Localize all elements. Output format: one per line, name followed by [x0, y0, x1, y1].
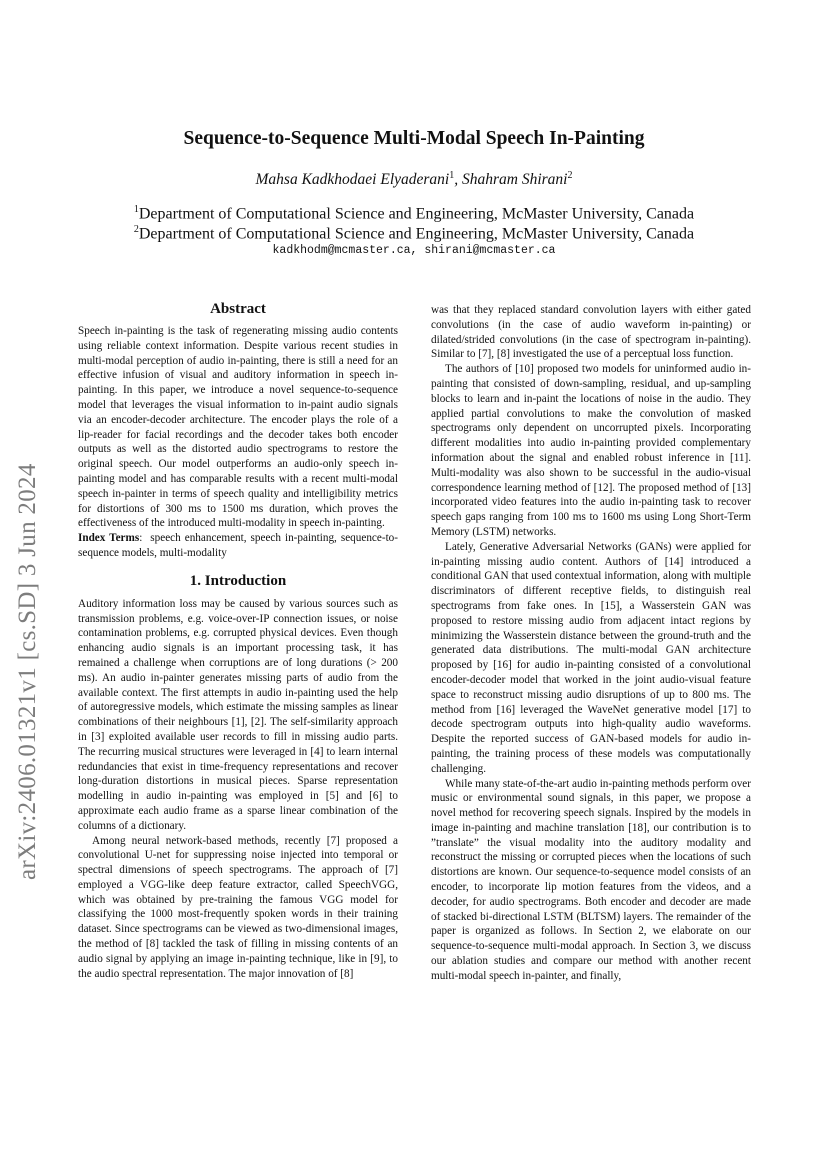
intro-paragraph-2-continued: was that they replaced standard convolution layers with either gated convolutions (in the case of audio waveform in-painting) or dilated/strided convolutions (in the case of spectrogram in-painting). Similar to [7], [8] investigated the use of a perceptual loss function.: [431, 304, 751, 361]
author-2-name: Shahram Shirani: [461, 171, 568, 189]
intro-paragraph-2: Among neural network-based methods, recently [7] proposed a convolutional U-net for suppressing noise injected into temporal or spectral dimensions of speech spectrograms. The approach of [7] employed a VGG-like deep feature extractor, called SpeechVGG, which was obtained by pre-training the famous VGG model for classifying the 1000 most-frequently spoken words in their training dataset. Since spectrograms can be viewed as two-dimensional images, the method of [8] tackled the task of filling in missing contents of an audio signal by applying an image in-painting technique, like in [9], to the audio spectral representation. The major innovation of [8]: [78, 834, 398, 980]
author-1-name: Mahsa Kadkhodaei Elyaderani: [255, 171, 450, 189]
index-terms-label: Index Terms: [78, 532, 140, 545]
arxiv-identifier-stamp: arXiv:2406.01321v1 [cs.SD] 3 Jun 2024: [14, 463, 41, 880]
intro-paragraph-4: Lately, Generative Adversarial Networks (GANs) were applied for in-painting missing audio content. Authors of [14] introduced a conditional GAN that used contextual information, along with multiple discriminators of different receptive fields, to distinguish real spectrograms from fake ones. In [15], a Wasserstein GAN was proposed to restore missing audio from adjacent intact regions by minimizing the Wasserstein distance between the ground-truth and the generated data distributions. The multi-modal GAN architecture proposed by [16] for audio in-painting consisted of a convolutional encoder-decoder model that worked in the joint audio-visual feature space to reconstruct missing audio disruptions of up to 800 ms. The method from [16] leveraged the WaveNet generative model [17] to decode spectrogram outputs into high-quality audio waveforms. Despite the reported success of GAN-based models for audio in-painting, the training process of these models was computationally challenging.: [431, 540, 751, 775]
author-separator: ,: [454, 171, 462, 189]
index-terms-separator: :: [139, 532, 143, 545]
affiliation-2-text: Department of Computational Science and Engineering, McMaster University, Canada: [138, 225, 695, 243]
author-emails: kadkhodm@mcmaster.ca, shirani@mcmaster.ca: [272, 244, 556, 257]
paper-title: Sequence-to-Sequence Multi-Modal Speech In-Painting: [183, 128, 645, 149]
affiliation-1-mark: 1: [133, 204, 139, 215]
author-1-affiliation-mark: 1: [449, 170, 455, 181]
intro-paragraph-1: Auditory information loss may be caused by various sources such as transmission problems, e.g. voice-over-IP connection issues, or noise contamination problems, e.g. corrupted physical devices. Even though enhancing audio signals is an important processing task, it has remained a challenge when corruptions are of long durations (> 200 ms). An audio in-painter generates missing parts of audio from the available context. The first attempts in audio in-painting used the help of autoregressive models, which estimate the missing samples as linear combinations of their neighbours [1], [2]. The self-similarity approach in [3] exploited available user records to fill in missing audio parts. The recurring musical structures were leveraged in [4] to learn internal redundancies that exist in time-frequency representations and recover long-duration distortions in musical pieces. Sparse representation modelling in audio in-painting was employed in [5] and [6] to approximate each audio frame as a sparse linear combination of the columns of a dictionary.: [78, 597, 398, 832]
intro-paragraph-5: While many state-of-the-art audio in-painting methods perform over music or environmental sound signals, in this paper, we propose a novel method for recovering speech signals. Inspired by the models in image in-painting and machine translation [18], our contribution is to ”translate” the visual modality into the auditory modality and reconstruct the missing or corrupted pieces when the locations of such distortions are known. Our sequence-to-sequence model consists of an encoder, to incorporate lip motion features from the videos, and a decoder, for audio spectrograms. Both encoder and decoder are made of stacked bi-directional LSTM (BLTSM) layers. The remainder of the paper is organized as follows. In Section 2, we elaborate on our sequence-to-sequence multi-modal approach. In Section 3, we discuss our ablation studies and compare our method with another recent multi-modal speech in-painter, and finally,: [431, 777, 752, 982]
author-2-affiliation-mark: 2: [567, 170, 573, 181]
index-terms-list: speech enhancement, speech in-painting, sequence-to-sequence models, multi-modality: [78, 532, 398, 559]
intro-paragraph-3: The authors of [10] proposed two models for uninformed audio in-painting that consisted of down-sampling, residual, and up-sampling blocks to learn and in-paint the locations of noise in the audio. They applied partial convolutions to make the convolution of masked spectrograms only dependent on uncorrupted pixels. Incorporating different modalities into audio in-painting provided complementary information about the signal and enabled robust inference in [11]. Multi-modality was also shown to be successful in the audio-visual correspondence learning method of [12]. The proposed method of [13] incorporated video features into the audio in-painting task to recover speech gaps ranging from 100 ms to 1600 ms using Long Short-Term Memory (LSTM) networks.: [431, 363, 751, 538]
introduction-heading: 1. Introduction: [189, 572, 287, 589]
affiliation-1-text: Department of Computational Science and Engineering, McMaster University, Canada: [138, 205, 695, 223]
abstract-body: Speech in-painting is the task of regenerating missing audio contents using reliable context information. Despite various recent studies in multi-modal perception of audio in-painting, there is still a need for an effective infusion of visual and auditory information in speech in-painting. In this paper, we introduce a novel sequence-to-sequence model that leverages the visual information to in-paint audio signals via an encoder-decoder architecture. The encoder plays the role of a lip-reader for facial recordings and the decoder takes both encoder outputs as well as the distorted audio spectrograms to restore the original speech. Our model outperforms an audio-only speech in-painting model and has comparable results with a recent multi-modal speech in-painter in terms of speech quality and intelligibility metrics for distortions of 300 ms to 1500 ms duration, which proves the effectiveness of the introduced multi-modality in speech in-painting.: [78, 325, 398, 530]
left-column: [78, 300, 398, 981]
index-terms: [78, 531, 398, 561]
affiliation-1: [0, 204, 828, 223]
affiliation-2-mark: 2: [133, 224, 139, 235]
author-line: [0, 170, 828, 189]
right-column: [431, 303, 751, 984]
affiliation-2: [0, 224, 828, 243]
abstract-heading: Abstract: [210, 301, 266, 317]
